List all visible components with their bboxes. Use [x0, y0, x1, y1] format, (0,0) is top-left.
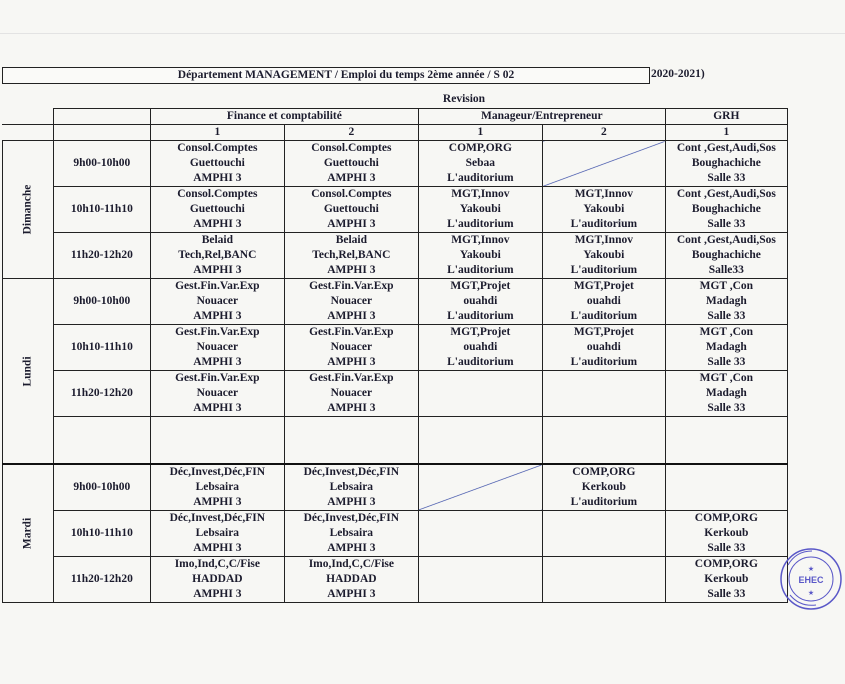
course-cell [284, 371, 418, 417]
corner-cell [53, 109, 150, 125]
teacher-name: Guettouchi [323, 203, 379, 215]
course-cell [665, 187, 787, 233]
course-name: COMP,ORG [694, 512, 758, 524]
teacher-name: Lebsaira [195, 527, 240, 539]
teacher-name: HADDAD [326, 573, 377, 585]
room-name: L'auditorium [570, 496, 638, 508]
course-cell [418, 325, 542, 371]
empty-cell [542, 141, 665, 187]
room-name [543, 587, 665, 602]
room-name: AMPHI 3 [327, 356, 376, 368]
teacher-name: Sebaa [465, 157, 496, 169]
course-name [419, 511, 542, 526]
teacher-name [666, 480, 787, 495]
room-name: AMPHI 3 [193, 356, 242, 368]
course-name: COMP,ORG [694, 558, 758, 570]
time-slot: 9h00-10h00 [53, 141, 150, 187]
course-cell [284, 187, 418, 233]
course-name [666, 465, 787, 480]
course-name: MGT,Projet [573, 280, 634, 292]
empty-cell [665, 417, 787, 465]
teacher-name: Lebsaira [329, 527, 374, 539]
empty-cell [284, 417, 418, 465]
room-name: AMPHI 3 [327, 402, 376, 414]
course-name: Consol.Comptes [311, 142, 392, 154]
room-name: AMPHI 3 [193, 588, 242, 600]
course-name: MGT,Innov [451, 234, 510, 246]
course-cell [284, 464, 418, 511]
room-name [666, 495, 787, 510]
room-name: L'auditorium [570, 218, 638, 230]
course-name [419, 371, 542, 386]
course-cell [542, 325, 665, 371]
teacher-name: Yakoubi [583, 203, 625, 215]
course-name: Consol.Comptes [311, 188, 392, 200]
room-name: AMPHI 3 [193, 172, 242, 184]
room-name [419, 587, 542, 602]
time-slot: 9h00-10h00 [53, 464, 150, 511]
course-cell [418, 187, 542, 233]
teacher-name: Boughachiche [691, 203, 761, 215]
room-name: Salle 33 [707, 356, 746, 368]
timetable-title-box [2, 67, 650, 84]
room-name: L'auditorium [570, 356, 638, 368]
course-cell [150, 464, 284, 511]
empty-cell [418, 464, 542, 511]
teacher-name [543, 156, 665, 171]
course-name: Cont ,Gest,Audi,Sos [676, 188, 776, 200]
group-header-finance: Finance et comptabilité [150, 109, 418, 125]
schedule-row [3, 371, 788, 417]
subgroup-number: 2 [284, 125, 418, 141]
room-name: AMPHI 3 [193, 264, 242, 276]
empty-cell [53, 417, 150, 465]
room-name: Salle 33 [707, 542, 746, 554]
course-name: Gest.Fin.Var.Exp [309, 372, 394, 384]
course-name: Imo,Ind,C,C/Fise [308, 558, 394, 570]
teacher-name: Madagh [705, 387, 747, 399]
course-cell [542, 464, 665, 511]
teacher-name: Nouacer [196, 341, 239, 353]
empty-cell [542, 371, 665, 417]
teacher-name: Yakoubi [459, 203, 501, 215]
room-name: AMPHI 3 [327, 172, 376, 184]
course-cell [665, 279, 787, 325]
teacher-name: Lebsaira [195, 481, 240, 493]
course-name: Déc,Invest,Déc,FIN [303, 512, 400, 524]
room-name [419, 495, 542, 510]
course-cell [150, 557, 284, 603]
teacher-name: ouahdi [586, 295, 621, 307]
ehec-stamp [778, 525, 844, 633]
course-name: Gest.Fin.Var.Exp [175, 326, 260, 338]
course-name [543, 511, 665, 526]
course-name: Belaid [201, 234, 233, 246]
teacher-name: Yakoubi [583, 249, 625, 261]
room-name: Salle 33 [707, 218, 746, 230]
room-name [543, 541, 665, 556]
course-name [543, 141, 665, 156]
course-name: MGT,Innov [574, 188, 633, 200]
schedule-row [3, 233, 788, 279]
teacher-name: Kerkoub [704, 573, 749, 585]
room-name: AMPHI 3 [193, 310, 242, 322]
timetable-title: Département MANAGEMENT / Emploi du temps 2ème année / S 02 [177, 69, 515, 81]
time-slot: 9h00-10h00 [53, 279, 150, 325]
course-cell [150, 141, 284, 187]
course-name [419, 557, 542, 572]
stamp-text: EHEC [798, 575, 824, 585]
teacher-name: Nouacer [330, 295, 373, 307]
course-cell [150, 279, 284, 325]
room-name [543, 171, 665, 186]
course-name: Déc,Invest,Déc,FIN [169, 512, 266, 524]
teacher-name: ouahdi [463, 341, 498, 353]
teacher-name [419, 572, 542, 587]
revision-label: Revision [442, 93, 486, 105]
teacher-name: Lebsaira [329, 481, 374, 493]
course-name: Déc,Invest,Déc,FIN [169, 466, 266, 478]
teacher-name: HADDAD [192, 573, 243, 585]
group-header-grh: GRH [665, 109, 787, 125]
room-name: AMPHI 3 [193, 402, 242, 414]
schedule-row [3, 141, 788, 187]
room-name: Salle 33 [707, 402, 746, 414]
empty-cell [418, 557, 542, 603]
group-header-row [3, 109, 788, 125]
course-cell [418, 141, 542, 187]
day-label-text: Mardi [21, 517, 34, 550]
room-name: L'auditorium [447, 218, 514, 230]
course-cell [665, 557, 787, 603]
subgroup-number: 2 [542, 125, 665, 141]
room-name: AMPHI 3 [193, 496, 242, 508]
time-slot: 10h10-11h10 [53, 187, 150, 233]
course-name: MGT,Projet [450, 280, 511, 292]
teacher-name: Tech,Rel,BANC [178, 249, 257, 261]
course-cell [150, 187, 284, 233]
empty-cell [418, 417, 542, 465]
teacher-name: Boughachiche [691, 157, 761, 169]
time-slot: 10h10-11h10 [53, 511, 150, 557]
course-cell [284, 557, 418, 603]
subgroup-number: 1 [150, 125, 284, 141]
course-cell [284, 233, 418, 279]
course-cell [542, 233, 665, 279]
room-name: AMPHI 3 [193, 542, 242, 554]
teacher-name: Boughachiche [691, 249, 761, 261]
room-name: AMPHI 3 [327, 588, 376, 600]
day-label-mardi [3, 464, 54, 603]
course-name: Imo,Ind,C,C/Fise [174, 558, 260, 570]
teacher-name: Nouacer [196, 387, 239, 399]
empty-cell [542, 511, 665, 557]
course-name: MGT,Innov [574, 234, 633, 246]
teacher-name: Guettouchi [189, 157, 245, 169]
room-name: L'auditorium [570, 310, 638, 322]
course-cell [542, 187, 665, 233]
stamp-star-icon: ★ [807, 566, 815, 573]
empty-cell [542, 557, 665, 603]
schedule-row [3, 325, 788, 371]
schedule-row [3, 464, 788, 511]
teacher-name: ouahdi [463, 295, 498, 307]
course-name: COMP,ORG [448, 142, 512, 154]
teacher-name: Madagh [705, 295, 747, 307]
teacher-name [419, 480, 542, 495]
course-name: Gest.Fin.Var.Exp [175, 372, 260, 384]
schedule-row [3, 187, 788, 233]
course-cell [150, 325, 284, 371]
empty-cell [418, 371, 542, 417]
course-cell [665, 511, 787, 557]
course-name: MGT,Projet [450, 326, 511, 338]
room-name: AMPHI 3 [327, 264, 376, 276]
subgroup-number: 1 [418, 125, 542, 141]
teacher-name [543, 526, 665, 541]
teacher-name: Kerkoub [581, 481, 626, 493]
course-name: Consol.Comptes [177, 142, 258, 154]
teacher-name: Guettouchi [323, 157, 379, 169]
room-name: AMPHI 3 [327, 496, 376, 508]
course-name: Gest.Fin.Var.Exp [309, 326, 394, 338]
corner-cell [3, 125, 54, 141]
course-name: Gest.Fin.Var.Exp [175, 280, 260, 292]
corner-cell [53, 125, 150, 141]
schedule-row [3, 279, 788, 325]
academic-year: 2020-2021) [651, 68, 705, 80]
teacher-name: Guettouchi [189, 203, 245, 215]
course-name: MGT,Projet [573, 326, 634, 338]
room-name: Salle 33 [707, 310, 746, 322]
course-cell [665, 371, 787, 417]
timetable [2, 108, 788, 603]
course-name: MGT ,Con [699, 326, 754, 338]
course-name [543, 371, 665, 386]
spacer-row [3, 417, 788, 465]
empty-cell [665, 464, 787, 511]
room-name: L'auditorium [570, 264, 638, 276]
course-name: MGT ,Con [699, 372, 754, 384]
room-name: L'auditorium [447, 356, 514, 368]
course-cell [284, 325, 418, 371]
teacher-name: Madagh [705, 341, 747, 353]
teacher-name: ouahdi [586, 341, 621, 353]
room-name: L'auditorium [447, 264, 514, 276]
teacher-name: Nouacer [330, 341, 373, 353]
course-cell [418, 279, 542, 325]
room-name: AMPHI 3 [327, 310, 376, 322]
teacher-name: Yakoubi [459, 249, 501, 261]
teacher-name: Kerkoub [704, 527, 749, 539]
group-header-manageur: Manageur/Entrepreneur [418, 109, 665, 125]
course-name: Belaid [335, 234, 367, 246]
room-name: L'auditorium [447, 310, 514, 322]
stamp-star-icon: ★ [807, 590, 815, 597]
course-name: Cont ,Gest,Audi,Sos [676, 234, 776, 246]
room-name: AMPHI 3 [327, 542, 376, 554]
page-top-rule [0, 33, 845, 34]
subgroup-number: 1 [665, 125, 787, 141]
course-cell [665, 325, 787, 371]
course-cell [150, 371, 284, 417]
room-name [419, 401, 542, 416]
course-name [419, 465, 542, 480]
room-name: Salle 33 [707, 172, 746, 184]
course-cell [284, 511, 418, 557]
time-slot: 11h20-12h20 [53, 371, 150, 417]
day-label-lundi [3, 279, 54, 465]
empty-cell [150, 417, 284, 465]
day-label-dimanche [3, 141, 54, 279]
room-name: Salle33 [708, 264, 744, 276]
empty-cell [542, 417, 665, 465]
day-label-text: Lundi [21, 355, 34, 387]
teacher-name [419, 526, 542, 541]
day-label-text: Dimanche [21, 184, 34, 235]
room-name: L'auditorium [447, 172, 514, 184]
corner-cell [3, 109, 54, 125]
course-cell [150, 511, 284, 557]
teacher-name: Nouacer [196, 295, 239, 307]
course-name: COMP,ORG [572, 466, 636, 478]
course-name: Consol.Comptes [177, 188, 258, 200]
course-cell [542, 279, 665, 325]
empty-cell [418, 511, 542, 557]
schedule-row [3, 511, 788, 557]
room-name [543, 401, 665, 416]
course-cell [284, 279, 418, 325]
teacher-name: Nouacer [330, 387, 373, 399]
teacher-name: Tech,Rel,BANC [312, 249, 391, 261]
schedule-row [3, 557, 788, 603]
teacher-name [419, 386, 542, 401]
course-name: Cont ,Gest,Audi,Sos [676, 142, 776, 154]
room-name: AMPHI 3 [193, 218, 242, 230]
course-name: Gest.Fin.Var.Exp [309, 280, 394, 292]
room-name [419, 541, 542, 556]
course-name: MGT ,Con [699, 280, 754, 292]
course-cell [418, 233, 542, 279]
room-name: AMPHI 3 [327, 218, 376, 230]
course-cell [665, 141, 787, 187]
room-name: Salle 33 [707, 588, 746, 600]
teacher-name [543, 386, 665, 401]
course-name: MGT,Innov [451, 188, 510, 200]
time-slot: 11h20-12h20 [53, 557, 150, 603]
time-slot: 11h20-12h20 [53, 233, 150, 279]
time-slot: 10h10-11h10 [53, 325, 150, 371]
teacher-name [543, 572, 665, 587]
subgroup-header-row [3, 125, 788, 141]
course-cell [150, 233, 284, 279]
course-name [543, 557, 665, 572]
course-name: Déc,Invest,Déc,FIN [303, 466, 400, 478]
course-cell [284, 141, 418, 187]
course-cell [665, 233, 787, 279]
